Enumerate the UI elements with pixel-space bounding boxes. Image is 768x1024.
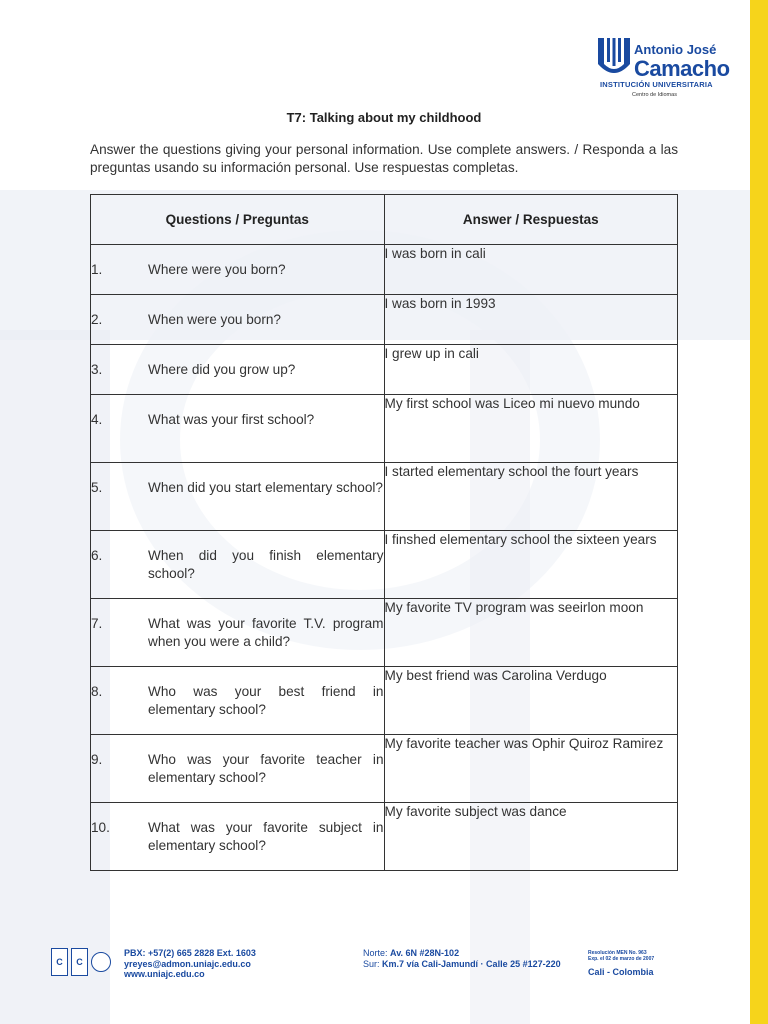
certification-icon: C [71, 948, 88, 976]
instructions: Answer the questions giving your personal information. Use complete answers. / Responda a las preguntas usando su información personal. Use respuestas completas. [90, 142, 678, 175]
resolution-info [588, 950, 654, 962]
question-cell [91, 599, 385, 667]
question-cell [91, 735, 385, 803]
answer-cell: My favorite TV program was seeirlon moon [384, 599, 678, 667]
city-text: Cali - Colombia [588, 967, 654, 977]
answer-cell: I was born in 1993 [384, 295, 678, 345]
question-number: 4. [91, 412, 103, 427]
question-cell [91, 463, 385, 531]
pbx-text: PBX: +57(2) 665 2828 Ext. 1603 [124, 948, 256, 958]
footer [0, 940, 768, 1000]
page-title: T7: Talking about my childhood [286, 110, 482, 125]
answer-cell: I finshed elementary school the sixteen years [384, 531, 678, 599]
question-text: What was your favorite subject in elementary school? [148, 820, 384, 853]
question-number: 1. [91, 262, 103, 277]
question-text: Where did you grow up? [148, 362, 296, 377]
logo-name-line1: Antonio José [634, 42, 717, 57]
website-link[interactable]: www.uniajc.edu.co [124, 969, 205, 979]
sur-address: Km.7 vía Cali-Jamundí · Calle 25 #127-220 [382, 958, 561, 969]
question-text: Who was your best friend in elementary school? [148, 684, 384, 717]
question-number: 9. [91, 752, 103, 767]
answer-cell: I was born in cali [384, 245, 678, 295]
table-row [91, 803, 678, 871]
resolution-line1: Resolución MEN No. 963 [588, 950, 647, 956]
question-cell [91, 395, 385, 463]
question-number: 10. [91, 820, 110, 835]
table-row [91, 395, 678, 463]
contact-info [124, 948, 256, 980]
table-row [91, 531, 678, 599]
question-number: 5. [91, 480, 103, 495]
answer-cell: My favorite teacher was Ophir Quiroz Ramirez [384, 735, 678, 803]
table-header-row [91, 195, 678, 245]
certification-icon: C [51, 948, 68, 976]
table-row [91, 667, 678, 735]
answers-header: Answer / Respuestas [384, 195, 678, 245]
questions-header: Questions / Preguntas [91, 195, 385, 245]
email-link[interactable]: yreyes@admon.uniajc.edu.co [124, 958, 251, 969]
question-text: When did you start elementary school? [148, 480, 383, 495]
answer-cell: My favorite subject was dance [384, 803, 678, 871]
question-text: Where were you born? [148, 262, 286, 277]
table-row [91, 295, 678, 345]
university-logo [598, 36, 728, 106]
table-row [91, 599, 678, 667]
question-number: 6. [91, 548, 103, 563]
table-row [91, 463, 678, 531]
qa-table [90, 194, 678, 871]
logo-name-line2: Camacho [634, 56, 730, 81]
address-info [363, 948, 561, 969]
question-number: 7. [91, 616, 103, 631]
logo-institution: INSTITUCIÓN UNIVERSITARIA [600, 80, 713, 89]
question-text: Who was your favorite teacher in elementary school? [148, 752, 384, 785]
logo-centro: Centro de Idiomas [632, 92, 677, 98]
question-number: 3. [91, 362, 103, 377]
answer-cell: I grew up in cali [384, 345, 678, 395]
question-cell [91, 345, 385, 395]
norte-address: Av. 6N #28N-102 [390, 948, 460, 958]
question-cell [91, 295, 385, 345]
answer-cell: My first school was Liceo mi nuevo mundo [384, 395, 678, 463]
question-cell [91, 531, 385, 599]
quality-seal-icon [91, 952, 111, 972]
question-text: What was your first school? [148, 412, 315, 427]
question-number: 2. [91, 312, 103, 327]
question-text: When were you born? [148, 312, 281, 327]
yellow-side-bar [750, 0, 768, 1024]
table-row [91, 735, 678, 803]
logo-mark-icon [598, 38, 630, 78]
question-cell [91, 667, 385, 735]
question-number: 8. [91, 684, 103, 699]
answer-cell: My best friend was Carolina Verdugo [384, 667, 678, 735]
table-row [91, 245, 678, 295]
question-text: What was your favorite T.V. program when you were a child? [148, 616, 384, 649]
question-cell [91, 245, 385, 295]
sur-label: Sur: [363, 958, 380, 969]
certification-icons [51, 948, 111, 976]
answer-cell: I started elementary school the fourt years [384, 463, 678, 531]
norte-label: Norte: [363, 948, 388, 958]
question-cell [91, 803, 385, 871]
table-row [91, 345, 678, 395]
resolution-line2: Exp. el 02 de marzo de 2007 [588, 956, 655, 962]
question-text: When did you finish elementary school? [148, 548, 384, 581]
